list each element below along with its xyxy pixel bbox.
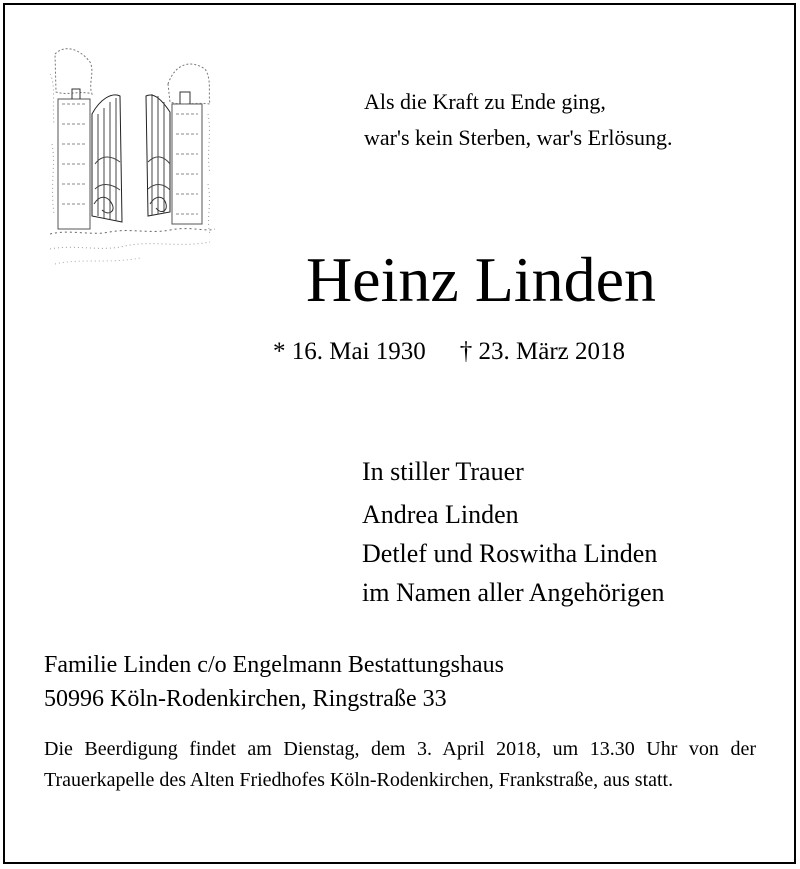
garden-gate-illustration [50, 44, 215, 269]
funeral-notice: Die Beerdigung findet am Dienstag, dem 3. April 2018, um 13.30 Uhr von der Trauerkapelle des Alten Friedhofes Köln-Rodenkirchen, Frankstraße, aus statt. [44, 738, 756, 791]
mourner-name: im Namen aller Angehörigen [362, 578, 665, 607]
birth-date: * 16. Mai 1930 [273, 338, 426, 365]
address-line-2: 50996 Köln-Rodenkirchen, Ringstraße 33 [44, 686, 447, 712]
quote-line-1: Als die Kraft zu Ende ging, [364, 89, 606, 114]
memorial-quote [364, 84, 673, 156]
life-dates [273, 334, 625, 370]
death-date: † 23. März 2018 [459, 338, 626, 365]
deceased-name: Heinz Linden [305, 244, 657, 315]
mourner-name: Andrea Linden [362, 500, 519, 529]
address-line-1: Familie Linden c/o Engelmann Bestattungshaus [44, 652, 504, 678]
mourner-name: Detlef und Roswitha Linden [362, 539, 658, 568]
mourners-block [362, 452, 665, 612]
mourning-intro: In stiller Trauer [362, 457, 524, 486]
quote-line-2: war's kein Sterben, war's Erlösung. [364, 125, 673, 150]
family-address [44, 648, 504, 716]
